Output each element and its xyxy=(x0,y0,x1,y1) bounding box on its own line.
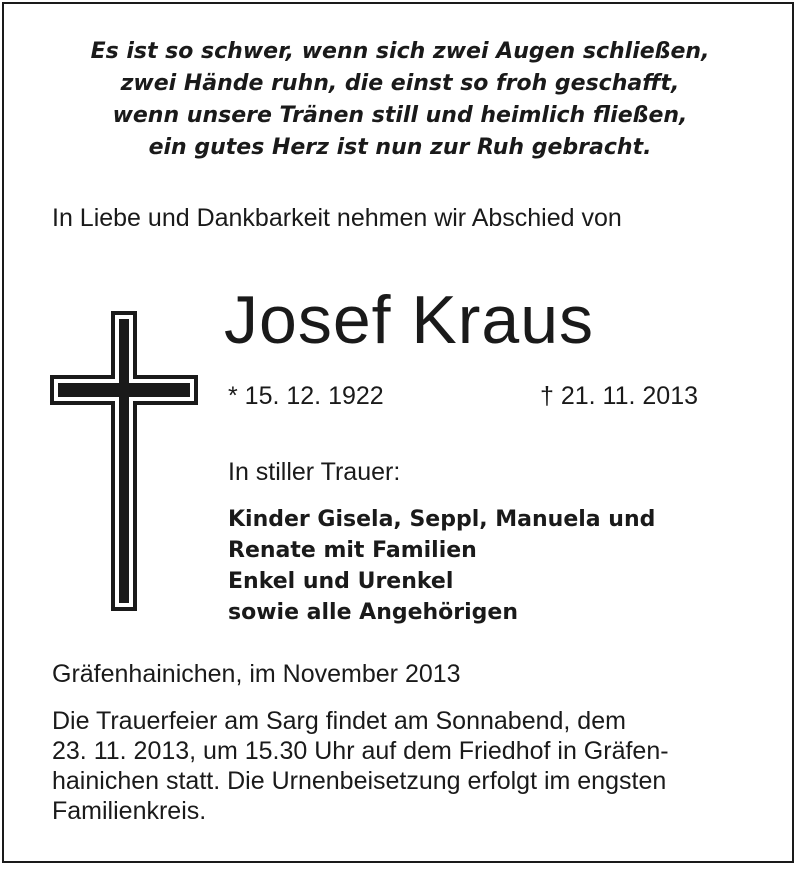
place-date: Gräfenhainichen, im November 2013 xyxy=(52,660,461,688)
funeral-notice xyxy=(52,706,669,826)
death-date: † 21. 11. 2013 xyxy=(540,382,699,410)
birth-date: * 15. 12. 1922 xyxy=(228,382,384,410)
mourners-line: Renate mit Familien xyxy=(228,538,477,563)
mourners-line: Enkel und Urenkel xyxy=(228,569,454,594)
mourners-list xyxy=(228,504,655,628)
poem-line: Es ist so schwer, wenn sich zwei Augen schließen, xyxy=(90,39,710,64)
notice-line: Familienkreis. xyxy=(52,797,207,825)
poem-line: wenn unsere Tränen still und heimlich fließen, xyxy=(112,103,688,128)
mourners-line: Kinder Gisela, Seppl, Manuela und xyxy=(228,507,656,532)
mourners-line: sowie alle Angehörigen xyxy=(228,600,519,625)
poem xyxy=(0,36,800,164)
notice-line: hainichen statt. Die Urnenbeisetzung erfolgt im engsten xyxy=(52,767,667,795)
poem-line: zwei Hände ruhn, die einst so froh geschafft, xyxy=(120,71,680,96)
deceased-name: Josef Kraus xyxy=(224,282,595,358)
poem-line: ein gutes Herz ist nun zur Ruh gebracht. xyxy=(148,135,652,160)
latin-cross-icon xyxy=(50,311,198,611)
farewell-intro: In Liebe und Dankbarkeit nehmen wir Abschied von xyxy=(52,204,622,232)
notice-line: Die Trauerfeier am Sarg findet am Sonnabend, dem xyxy=(52,707,626,735)
mourning-label: In stiller Trauer: xyxy=(228,458,401,486)
notice-line: 23. 11. 2013, um 15.30 Uhr auf dem Friedhof in Gräfen- xyxy=(52,737,669,765)
